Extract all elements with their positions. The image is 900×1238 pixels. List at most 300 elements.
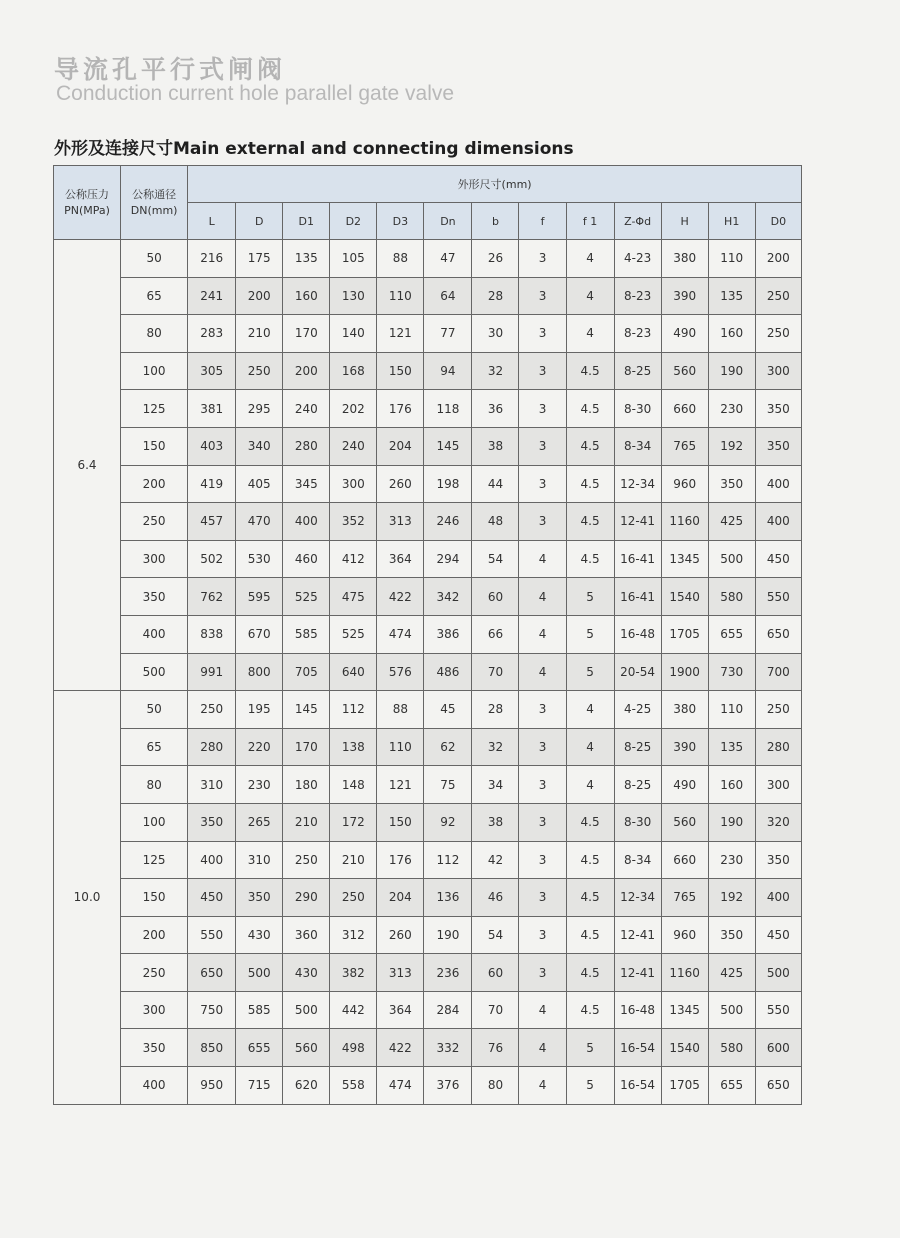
dimension-cell: 313 [377, 954, 424, 992]
dimension-cell: 470 [236, 503, 283, 541]
dimension-cell: 350 [755, 841, 801, 879]
dimension-cell: 382 [330, 954, 377, 992]
dimension-cell: 42 [472, 841, 519, 879]
dimension-cell: 88 [377, 691, 424, 729]
dimension-cell: 3 [519, 954, 566, 992]
dimension-cell: 700 [755, 653, 801, 691]
column-header: f [519, 203, 566, 240]
dimension-cell: 800 [236, 653, 283, 691]
dimension-cell: 16-48 [614, 991, 661, 1029]
dimension-cell: 5 [566, 615, 614, 653]
dimension-cell: 4 [519, 1029, 566, 1067]
dimension-cell: 195 [236, 691, 283, 729]
pn-header-en: PN(MPa) [64, 203, 110, 217]
dimension-cell: 16-48 [614, 615, 661, 653]
dimension-cell: 4 [566, 315, 614, 353]
dimension-cell: 500 [708, 540, 755, 578]
dimension-cell: 525 [283, 578, 330, 616]
dimension-cell: 400 [755, 503, 801, 541]
dimension-cell: 305 [188, 352, 236, 390]
dimension-cell: 32 [472, 352, 519, 390]
dimension-cell: 655 [236, 1029, 283, 1067]
dn-header-en: DN(mm) [130, 203, 178, 217]
dn-value-cell: 200 [121, 916, 188, 954]
column-header: b [472, 203, 519, 240]
dimension-cell: 192 [708, 427, 755, 465]
dimension-cell: 135 [708, 728, 755, 766]
dimension-cell: 250 [283, 841, 330, 879]
dimension-cell: 200 [283, 352, 330, 390]
dimension-cell: 3 [519, 427, 566, 465]
dimension-cell: 486 [424, 653, 472, 691]
column-header: D [236, 203, 283, 240]
dimension-cell: 300 [755, 352, 801, 390]
dimension-cell: 250 [188, 691, 236, 729]
dimension-cell: 80 [472, 1067, 519, 1105]
dimension-cell: 660 [661, 841, 708, 879]
dimension-cell: 220 [236, 728, 283, 766]
dimension-cell: 3 [519, 728, 566, 766]
dimension-cell: 16-41 [614, 540, 661, 578]
table-row [54, 1029, 802, 1067]
dn-value-cell: 80 [121, 315, 188, 353]
dimension-cell: 150 [377, 803, 424, 841]
dimension-cell: 340 [236, 427, 283, 465]
table-row [54, 277, 802, 315]
dimension-cell: 54 [472, 916, 519, 954]
dimension-cell: 313 [377, 503, 424, 541]
dimension-cell: 422 [377, 1029, 424, 1067]
dimension-cell: 425 [708, 954, 755, 992]
dn-value-cell: 100 [121, 352, 188, 390]
dimension-cell: 4.5 [566, 916, 614, 954]
dn-value-cell: 300 [121, 991, 188, 1029]
dimension-cell: 12-41 [614, 503, 661, 541]
dimension-cell: 450 [755, 916, 801, 954]
dimension-cell: 284 [424, 991, 472, 1029]
dimension-cell: 110 [708, 240, 755, 278]
column-header: Z-Φd [614, 203, 661, 240]
dimension-cell: 34 [472, 766, 519, 804]
table-row [54, 728, 802, 766]
table-row [54, 315, 802, 353]
dimension-cell: 364 [377, 991, 424, 1029]
column-header: Dn [424, 203, 472, 240]
column-header: D1 [283, 203, 330, 240]
dimension-cell: 3 [519, 691, 566, 729]
dimension-cell: 190 [424, 916, 472, 954]
dimension-cell: 430 [236, 916, 283, 954]
dimension-cell: 30 [472, 315, 519, 353]
dimension-cell: 300 [755, 766, 801, 804]
dimension-cell: 390 [661, 277, 708, 315]
dimension-cell: 16-41 [614, 578, 661, 616]
dimension-cell: 170 [283, 315, 330, 353]
dimension-cell: 312 [330, 916, 377, 954]
dimension-cell: 650 [755, 615, 801, 653]
dimension-cell: 3 [519, 879, 566, 917]
dimension-cell: 380 [661, 240, 708, 278]
dimension-cell: 200 [755, 240, 801, 278]
dimension-cell: 838 [188, 615, 236, 653]
column-header: f 1 [566, 203, 614, 240]
dimension-cell: 490 [661, 766, 708, 804]
dimension-cell: 70 [472, 991, 519, 1029]
dimension-cell: 105 [330, 240, 377, 278]
dn-value-cell: 350 [121, 1029, 188, 1067]
dimension-cell: 12-41 [614, 954, 661, 992]
dimension-cell: 580 [708, 1029, 755, 1067]
dimension-cell: 12-34 [614, 879, 661, 917]
dimension-cell: 650 [755, 1067, 801, 1105]
dimension-cell: 176 [377, 390, 424, 428]
dimension-cell: 290 [283, 879, 330, 917]
dimension-cell: 4.5 [566, 803, 614, 841]
dimension-cell: 265 [236, 803, 283, 841]
dimension-cell: 4 [519, 540, 566, 578]
dimension-cell: 386 [424, 615, 472, 653]
dimension-cell: 576 [377, 653, 424, 691]
dimension-cell: 283 [188, 315, 236, 353]
dimension-cell: 960 [661, 465, 708, 503]
dimension-cell: 4 [519, 991, 566, 1029]
dimension-cell: 442 [330, 991, 377, 1029]
dimension-cell: 280 [283, 427, 330, 465]
dimension-cell: 60 [472, 954, 519, 992]
dimension-cell: 530 [236, 540, 283, 578]
dimension-cell: 350 [236, 879, 283, 917]
dimension-cell: 310 [236, 841, 283, 879]
column-header: D0 [755, 203, 801, 240]
dimensions-group-header: 外形尺寸(mm) [188, 166, 802, 203]
pn-header-cn: 公称压力 [65, 187, 110, 201]
dimension-cell: 550 [188, 916, 236, 954]
dn-value-cell: 150 [121, 879, 188, 917]
dimension-cell: 4 [566, 691, 614, 729]
dimension-cell: 585 [236, 991, 283, 1029]
dimension-cell: 4.5 [566, 841, 614, 879]
dimension-cell: 4.5 [566, 879, 614, 917]
dimension-cell: 112 [424, 841, 472, 879]
dimension-cell: 1160 [661, 503, 708, 541]
dimension-cell: 180 [283, 766, 330, 804]
dimension-cell: 400 [188, 841, 236, 879]
table-row [54, 427, 802, 465]
dimension-cell: 110 [377, 728, 424, 766]
dimension-cell: 500 [283, 991, 330, 1029]
pn-column-header [54, 166, 121, 240]
dimension-cell: 425 [708, 503, 755, 541]
dimension-cell: 77 [424, 315, 472, 353]
dimension-cell: 4.5 [566, 352, 614, 390]
dimensions-table [53, 165, 802, 1105]
dimension-cell: 110 [377, 277, 424, 315]
dimension-cell: 500 [236, 954, 283, 992]
dn-value-cell: 100 [121, 803, 188, 841]
dimension-cell: 26 [472, 240, 519, 278]
dn-value-cell: 300 [121, 540, 188, 578]
dimension-cell: 46 [472, 879, 519, 917]
dimension-cell: 216 [188, 240, 236, 278]
dimension-cell: 240 [283, 390, 330, 428]
dimension-cell: 352 [330, 503, 377, 541]
dimension-cell: 419 [188, 465, 236, 503]
dimension-cell: 168 [330, 352, 377, 390]
dimension-cell: 1540 [661, 1029, 708, 1067]
dimension-cell: 190 [708, 803, 755, 841]
dimension-cell: 260 [377, 465, 424, 503]
dimension-cell: 350 [708, 916, 755, 954]
dimension-cell: 765 [661, 427, 708, 465]
dimension-cell: 16-54 [614, 1029, 661, 1067]
dimension-cell: 94 [424, 352, 472, 390]
dimension-cell: 1540 [661, 578, 708, 616]
dimension-cell: 560 [283, 1029, 330, 1067]
dimension-cell: 135 [283, 240, 330, 278]
dimension-cell: 650 [188, 954, 236, 992]
dimension-cell: 8-25 [614, 766, 661, 804]
dn-value-cell: 65 [121, 277, 188, 315]
dimension-cell: 595 [236, 578, 283, 616]
dimension-cell: 112 [330, 691, 377, 729]
dimension-cell: 4.5 [566, 465, 614, 503]
dimension-cell: 210 [236, 315, 283, 353]
dimension-cell: 4 [519, 1067, 566, 1105]
dimension-cell: 140 [330, 315, 377, 353]
table-row [54, 503, 802, 541]
dimension-cell: 474 [377, 1067, 424, 1105]
dn-value-cell: 400 [121, 615, 188, 653]
dimension-cell: 360 [283, 916, 330, 954]
pn-value-cell: 10.0 [54, 691, 121, 1105]
dimension-cell: 670 [236, 615, 283, 653]
dimension-cell: 558 [330, 1067, 377, 1105]
column-header: L [188, 203, 236, 240]
dimension-cell: 320 [755, 803, 801, 841]
dimension-cell: 350 [708, 465, 755, 503]
dimension-cell: 585 [283, 615, 330, 653]
dimension-cell: 4.5 [566, 503, 614, 541]
dimension-cell: 241 [188, 277, 236, 315]
dimension-cell: 176 [377, 841, 424, 879]
dimension-cell: 8-34 [614, 841, 661, 879]
dimension-cell: 560 [661, 352, 708, 390]
dimension-cell: 121 [377, 315, 424, 353]
dimension-cell: 405 [236, 465, 283, 503]
dn-value-cell: 250 [121, 503, 188, 541]
dimension-cell: 3 [519, 841, 566, 879]
page-title-english: Conduction current hole parallel gate valve [56, 82, 455, 105]
dimension-cell: 4 [519, 653, 566, 691]
dimension-cell: 550 [755, 578, 801, 616]
dimension-cell: 47 [424, 240, 472, 278]
dimension-cell: 92 [424, 803, 472, 841]
dimension-cell: 400 [755, 465, 801, 503]
dimension-cell: 145 [424, 427, 472, 465]
dimension-cell: 4 [566, 728, 614, 766]
dimension-cell: 4-23 [614, 240, 661, 278]
table-row [54, 1067, 802, 1105]
dimension-cell: 4 [566, 240, 614, 278]
dimension-cell: 4-25 [614, 691, 661, 729]
dimension-cell: 48 [472, 503, 519, 541]
dimension-cell: 600 [755, 1029, 801, 1067]
dimension-cell: 250 [755, 691, 801, 729]
dimension-cell: 660 [661, 390, 708, 428]
dimension-cell: 300 [330, 465, 377, 503]
dn-value-cell: 350 [121, 578, 188, 616]
dimension-cell: 762 [188, 578, 236, 616]
dimension-cell: 4.5 [566, 540, 614, 578]
dimension-cell: 66 [472, 615, 519, 653]
dimension-cell: 950 [188, 1067, 236, 1105]
table-row [54, 352, 802, 390]
dimension-cell: 8-23 [614, 277, 661, 315]
dimension-cell: 1345 [661, 540, 708, 578]
dimension-cell: 4 [519, 578, 566, 616]
table-row [54, 653, 802, 691]
dimension-cell: 640 [330, 653, 377, 691]
dimension-cell: 403 [188, 427, 236, 465]
dimension-cell: 210 [330, 841, 377, 879]
dimension-cell: 75 [424, 766, 472, 804]
dimension-cell: 765 [661, 879, 708, 917]
dimension-cell: 64 [424, 277, 472, 315]
dimension-cell: 350 [188, 803, 236, 841]
dimension-cell: 76 [472, 1029, 519, 1067]
dimension-cell: 381 [188, 390, 236, 428]
dn-value-cell: 250 [121, 954, 188, 992]
dimension-cell: 500 [708, 991, 755, 1029]
column-header: D3 [377, 203, 424, 240]
dimension-cell: 380 [661, 691, 708, 729]
dimension-cell: 450 [755, 540, 801, 578]
dimension-cell: 250 [755, 277, 801, 315]
table-body [54, 240, 802, 1105]
dimension-cell: 4 [519, 615, 566, 653]
page-title-chinese: 导流孔平行式闸阀 [54, 55, 287, 84]
dimension-cell: 28 [472, 691, 519, 729]
dimension-cell: 280 [188, 728, 236, 766]
dimension-cell: 498 [330, 1029, 377, 1067]
dn-value-cell: 150 [121, 427, 188, 465]
dimension-cell: 3 [519, 277, 566, 315]
pn-value-cell: 6.4 [54, 240, 121, 691]
dimension-cell: 280 [755, 728, 801, 766]
table-row [54, 766, 802, 804]
dn-value-cell: 500 [121, 653, 188, 691]
dimension-cell: 88 [377, 240, 424, 278]
dimension-cell: 295 [236, 390, 283, 428]
dimension-cell: 705 [283, 653, 330, 691]
dimension-cell: 1345 [661, 991, 708, 1029]
dimension-cell: 70 [472, 653, 519, 691]
dimension-cell: 210 [283, 803, 330, 841]
dimension-cell: 1705 [661, 1067, 708, 1105]
dimension-cell: 121 [377, 766, 424, 804]
table-row [54, 916, 802, 954]
dimension-cell: 198 [424, 465, 472, 503]
dimension-cell: 5 [566, 653, 614, 691]
dimension-cell: 3 [519, 766, 566, 804]
dimension-cell: 4.5 [566, 427, 614, 465]
dn-value-cell: 50 [121, 691, 188, 729]
dimension-cell: 32 [472, 728, 519, 766]
dimension-cell: 310 [188, 766, 236, 804]
table-row [54, 691, 802, 729]
dimension-cell: 850 [188, 1029, 236, 1067]
dimension-cell: 246 [424, 503, 472, 541]
dimension-cell: 502 [188, 540, 236, 578]
dimension-cell: 230 [708, 841, 755, 879]
table-row [54, 841, 802, 879]
dimension-cell: 560 [661, 803, 708, 841]
dimension-cell: 1900 [661, 653, 708, 691]
dimension-cell: 342 [424, 578, 472, 616]
dimension-cell: 45 [424, 691, 472, 729]
dimension-cell: 4.5 [566, 954, 614, 992]
table-row [54, 954, 802, 992]
dimension-cell: 991 [188, 653, 236, 691]
dimension-cell: 457 [188, 503, 236, 541]
dimension-cell: 62 [424, 728, 472, 766]
dimension-cell: 460 [283, 540, 330, 578]
dimension-cell: 160 [708, 766, 755, 804]
dimension-cell: 36 [472, 390, 519, 428]
dimension-cell: 422 [377, 578, 424, 616]
dimension-cell: 550 [755, 991, 801, 1029]
dimension-cell: 655 [708, 1067, 755, 1105]
dimension-cell: 230 [708, 390, 755, 428]
dimension-cell: 500 [755, 954, 801, 992]
dimension-cell: 250 [236, 352, 283, 390]
dimension-cell: 580 [708, 578, 755, 616]
dimension-cell: 44 [472, 465, 519, 503]
dimension-cell: 4 [566, 766, 614, 804]
dimension-cell: 620 [283, 1067, 330, 1105]
dimension-cell: 8-23 [614, 315, 661, 353]
dimension-cell: 3 [519, 503, 566, 541]
table-row [54, 879, 802, 917]
dimension-cell: 236 [424, 954, 472, 992]
dimension-cell: 250 [755, 315, 801, 353]
dimension-cell: 3 [519, 465, 566, 503]
dimension-cell: 490 [661, 315, 708, 353]
dimension-cell: 3 [519, 916, 566, 954]
dimension-cell: 5 [566, 578, 614, 616]
dimension-cell: 4.5 [566, 991, 614, 1029]
dimension-cell: 390 [661, 728, 708, 766]
dimension-cell: 4 [566, 277, 614, 315]
dimension-cell: 655 [708, 615, 755, 653]
dn-value-cell: 125 [121, 841, 188, 879]
dimension-cell: 3 [519, 240, 566, 278]
dimension-cell: 364 [377, 540, 424, 578]
dimension-cell: 400 [755, 879, 801, 917]
table-row [54, 390, 802, 428]
dimension-cell: 202 [330, 390, 377, 428]
dimension-cell: 20-54 [614, 653, 661, 691]
dimension-cell: 160 [283, 277, 330, 315]
dimension-cell: 8-30 [614, 803, 661, 841]
dimension-cell: 8-30 [614, 390, 661, 428]
dimension-cell: 475 [330, 578, 377, 616]
dimension-cell: 172 [330, 803, 377, 841]
dimension-cell: 5 [566, 1067, 614, 1105]
dimension-cell: 8-34 [614, 427, 661, 465]
table-row [54, 615, 802, 653]
dimension-cell: 150 [377, 352, 424, 390]
